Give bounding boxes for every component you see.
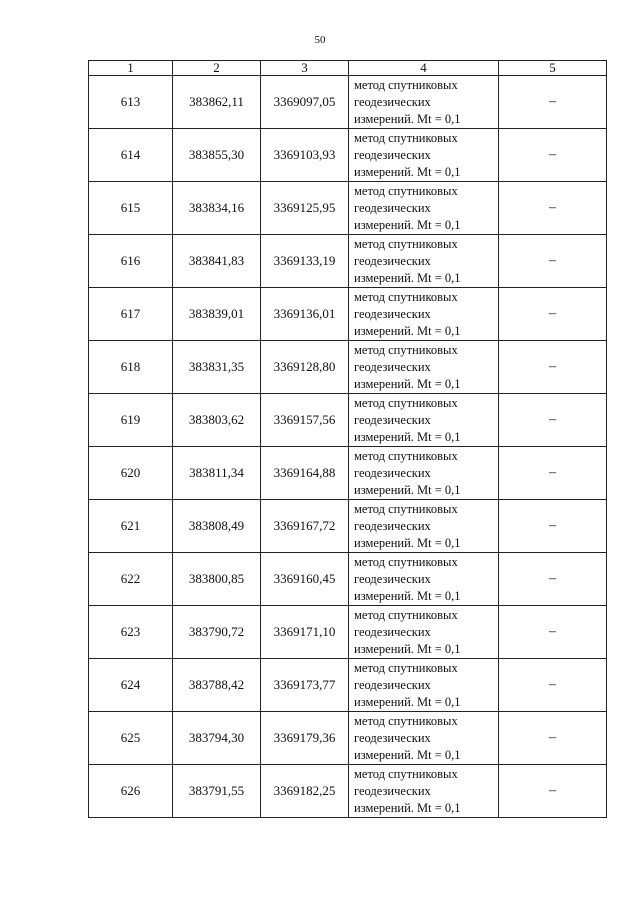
x-coordinate-cell: 383808,49: [173, 500, 261, 553]
note-cell: –: [499, 765, 607, 818]
method-line: геодезических: [354, 306, 431, 321]
note-cell: –: [499, 235, 607, 288]
method-line: геодезических: [354, 624, 431, 639]
point-number-cell: 618: [89, 341, 173, 394]
method-line: метод спутниковых: [354, 766, 458, 781]
method-cell: [349, 659, 499, 712]
method-line: метод спутниковых: [354, 342, 458, 357]
x-coordinate-cell: 383834,16: [173, 182, 261, 235]
y-coordinate-cell: 3369133,19: [261, 235, 349, 288]
note-cell: –: [499, 129, 607, 182]
table-row: [89, 394, 607, 447]
method-cell: [349, 182, 499, 235]
y-coordinate-cell: 3369173,77: [261, 659, 349, 712]
y-coordinate-cell: 3369128,80: [261, 341, 349, 394]
x-coordinate-cell: 383841,83: [173, 235, 261, 288]
method-line: измерений. Mt = 0,1: [354, 588, 461, 603]
note-cell: –: [499, 500, 607, 553]
x-coordinate-cell: 383791,55: [173, 765, 261, 818]
method-cell: [349, 129, 499, 182]
x-coordinate-cell: 383831,35: [173, 341, 261, 394]
note-cell: –: [499, 394, 607, 447]
point-number-cell: 624: [89, 659, 173, 712]
point-number-cell: 621: [89, 500, 173, 553]
x-coordinate-cell: 383862,11: [173, 76, 261, 129]
method-line: измерений. Mt = 0,1: [354, 270, 461, 285]
method-line: геодезических: [354, 465, 431, 480]
note-cell: –: [499, 341, 607, 394]
table-row: [89, 76, 607, 129]
table-row: [89, 500, 607, 553]
method-line: метод спутниковых: [354, 77, 458, 92]
method-line: измерений. Mt = 0,1: [354, 376, 461, 391]
method-line: метод спутниковых: [354, 183, 458, 198]
point-number-cell: 613: [89, 76, 173, 129]
x-coordinate-cell: 383811,34: [173, 447, 261, 500]
table-row: [89, 659, 607, 712]
header-col-1: 1: [89, 61, 173, 76]
note-cell: –: [499, 182, 607, 235]
method-cell: [349, 341, 499, 394]
header-col-2: 2: [173, 61, 261, 76]
point-number-cell: 617: [89, 288, 173, 341]
table-row: [89, 129, 607, 182]
method-cell: [349, 288, 499, 341]
method-line: метод спутниковых: [354, 660, 458, 675]
y-coordinate-cell: 3369125,95: [261, 182, 349, 235]
method-cell: [349, 606, 499, 659]
note-cell: –: [499, 712, 607, 765]
point-number-cell: 625: [89, 712, 173, 765]
point-number-cell: 623: [89, 606, 173, 659]
table-row: [89, 765, 607, 818]
table-row: [89, 288, 607, 341]
method-line: метод спутниковых: [354, 554, 458, 569]
method-line: измерений. Mt = 0,1: [354, 535, 461, 550]
note-cell: –: [499, 76, 607, 129]
y-coordinate-cell: 3369164,88: [261, 447, 349, 500]
method-line: измерений. Mt = 0,1: [354, 217, 461, 232]
method-line: метод спутниковых: [354, 236, 458, 251]
y-coordinate-cell: 3369179,36: [261, 712, 349, 765]
header-col-3: 3: [261, 61, 349, 76]
note-cell: –: [499, 288, 607, 341]
method-line: геодезических: [354, 200, 431, 215]
point-number-cell: 614: [89, 129, 173, 182]
method-line: геодезических: [354, 412, 431, 427]
y-coordinate-cell: 3369167,72: [261, 500, 349, 553]
method-line: геодезических: [354, 677, 431, 692]
method-cell: [349, 765, 499, 818]
table-row: [89, 712, 607, 765]
method-line: измерений. Mt = 0,1: [354, 482, 461, 497]
table-row: [89, 606, 607, 659]
method-line: метод спутниковых: [354, 607, 458, 622]
table-body: [89, 76, 607, 818]
method-cell: [349, 76, 499, 129]
method-line: метод спутниковых: [354, 130, 458, 145]
method-line: метод спутниковых: [354, 448, 458, 463]
method-cell: [349, 394, 499, 447]
table-header-row: [89, 61, 607, 76]
method-line: метод спутниковых: [354, 501, 458, 516]
method-line: метод спутниковых: [354, 713, 458, 728]
table-row: [89, 235, 607, 288]
method-line: измерений. Mt = 0,1: [354, 323, 461, 338]
method-line: измерений. Mt = 0,1: [354, 694, 461, 709]
method-line: геодезических: [354, 359, 431, 374]
table-row: [89, 447, 607, 500]
point-number-cell: 616: [89, 235, 173, 288]
note-cell: –: [499, 659, 607, 712]
method-line: геодезических: [354, 571, 431, 586]
y-coordinate-cell: 3369182,25: [261, 765, 349, 818]
note-cell: –: [499, 606, 607, 659]
note-cell: –: [499, 553, 607, 606]
method-line: измерений. Mt = 0,1: [354, 164, 461, 179]
x-coordinate-cell: 383790,72: [173, 606, 261, 659]
header-col-4: 4: [349, 61, 499, 76]
method-line: измерений. Mt = 0,1: [354, 111, 461, 126]
method-line: геодезических: [354, 518, 431, 533]
method-cell: [349, 500, 499, 553]
table-row: [89, 182, 607, 235]
header-col-5: 5: [499, 61, 607, 76]
x-coordinate-cell: 383800,85: [173, 553, 261, 606]
method-line: геодезических: [354, 94, 431, 109]
method-line: метод спутниковых: [354, 289, 458, 304]
y-coordinate-cell: 3369136,01: [261, 288, 349, 341]
point-number-cell: 622: [89, 553, 173, 606]
page-number: 50: [314, 34, 326, 46]
y-coordinate-cell: 3369171,10: [261, 606, 349, 659]
point-number-cell: 626: [89, 765, 173, 818]
method-line: геодезических: [354, 147, 431, 162]
coordinates-table: [88, 60, 607, 818]
table-row: [89, 341, 607, 394]
method-line: геодезических: [354, 783, 431, 798]
point-number-cell: 619: [89, 394, 173, 447]
method-line: измерений. Mt = 0,1: [354, 429, 461, 444]
method-line: метод спутниковых: [354, 395, 458, 410]
method-line: измерений. Mt = 0,1: [354, 747, 461, 762]
x-coordinate-cell: 383839,01: [173, 288, 261, 341]
y-coordinate-cell: 3369157,56: [261, 394, 349, 447]
method-cell: [349, 235, 499, 288]
x-coordinate-cell: 383788,42: [173, 659, 261, 712]
x-coordinate-cell: 383794,30: [173, 712, 261, 765]
y-coordinate-cell: 3369103,93: [261, 129, 349, 182]
point-number-cell: 615: [89, 182, 173, 235]
method-line: измерений. Mt = 0,1: [354, 800, 461, 815]
method-line: измерений. Mt = 0,1: [354, 641, 461, 656]
note-cell: –: [499, 447, 607, 500]
y-coordinate-cell: 3369160,45: [261, 553, 349, 606]
table-row: [89, 553, 607, 606]
method-line: геодезических: [354, 730, 431, 745]
method-cell: [349, 447, 499, 500]
method-line: геодезических: [354, 253, 431, 268]
y-coordinate-cell: 3369097,05: [261, 76, 349, 129]
method-cell: [349, 712, 499, 765]
x-coordinate-cell: 383803,62: [173, 394, 261, 447]
method-cell: [349, 553, 499, 606]
point-number-cell: 620: [89, 447, 173, 500]
x-coordinate-cell: 383855,30: [173, 129, 261, 182]
